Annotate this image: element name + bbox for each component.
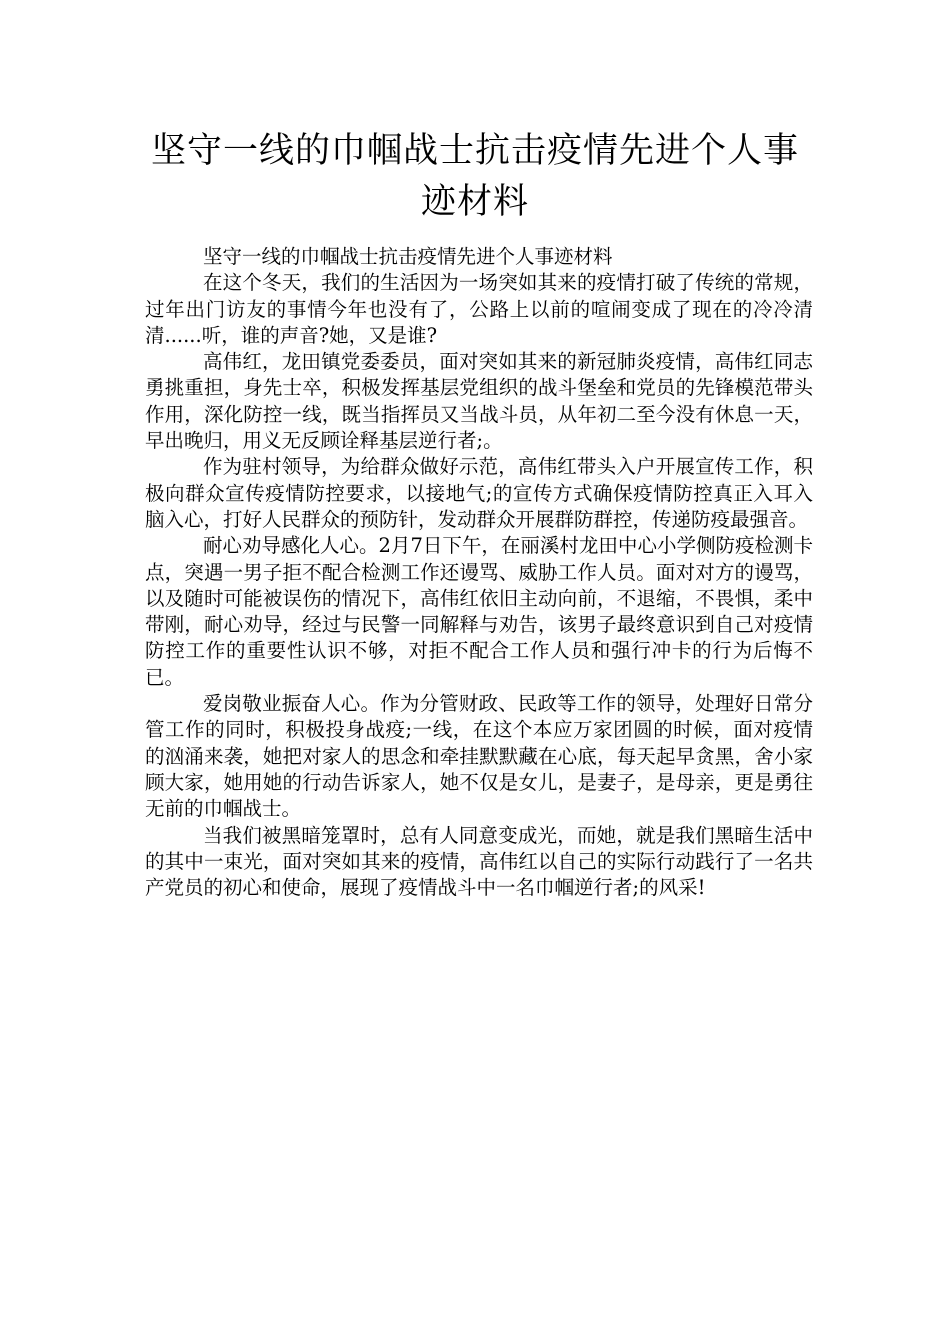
document-title-line-2: 迹材料 (420, 182, 529, 222)
paragraph-profile: 高伟红，龙田镇党委委员，面对突如其来的新冠肺炎疫情，高伟红同志勇挑重担，身先士卒，积极发挥基层党组织的战斗堡垒和党员的先锋模范带头作用，深化防控一线，既当指挥员又当战斗员，从年初二至今没有休息一天，早出晚归，用义无反顾诠释基层逆行者;。 (145, 350, 813, 453)
paragraph-dedication: 爱岗敬业振奋人心。作为分管财政、民政等工作的领导，处理好日常分管工作的同时，积极投身战疫;一线，在这个本应万家团圆的时候，面对疫情的汹涌来袭，她把对家人的思念和牵挂默默藏在心底，每天起早贪黑，舍小家顾大家，她用她的行动告诉家人，她不仅是女儿，是妻子，是母亲，更是勇往无前的巾帼战士。 (145, 692, 813, 821)
document-title (130, 126, 820, 228)
paragraph-intro: 在这个冬天，我们的生活因为一场突如其来的疫情打破了传统的常规，过年出门访友的事情今年也没有了，公路上以前的喧闹变成了现在的冷冷清清......听，谁的声音?她，又是谁? (145, 271, 813, 347)
paragraph-conclusion: 当我们被黑暗笼罩时，总有人同意变成光，而她，就是我们黑暗生活中的其中一束光，面对突如其来的疫情，高伟红以自己的实际行动践行了一名共产党员的初心和使命，展现了疫情战斗中一名巾帼逆行者;的风采! (145, 823, 813, 900)
document-body (145, 244, 813, 901)
paragraph-subtitle: 坚守一线的巾帼战士抗击疫情先进个人事迹材料 (203, 245, 613, 268)
paragraph-village-work: 作为驻村领导，为给群众做好示范，高伟红带头入户开展宣传工作，积极向群众宣传疫情防控要求，以接地气;的宣传方式确保疫情防控真正入耳入脑入心，打好人民群众的预防针，发动群众开展群防群控，传递防疫最强音。 (145, 455, 813, 531)
paragraph-persuasion: 耐心劝导感化人心。2月7日下午，在丽溪村龙田中心小学侧防疫检测卡点，突遇一男子拒不配合检测工作还谩骂、威胁工作人员。面对对方的谩骂，以及随时可能被误伤的情况下，高伟红依旧主动向前，不退缩，不畏惧，柔中带刚，耐心劝导，经过与民警一同解释与劝告，该男子最终意识到自己对疫情防控工作的重要性认识不够，对拒不配合工作人员和强行冲卡的行为后悔不已。 (145, 534, 813, 689)
document-title-line-1: 坚守一线的巾帼战士抗击疫情先进个人事 (150, 131, 799, 171)
